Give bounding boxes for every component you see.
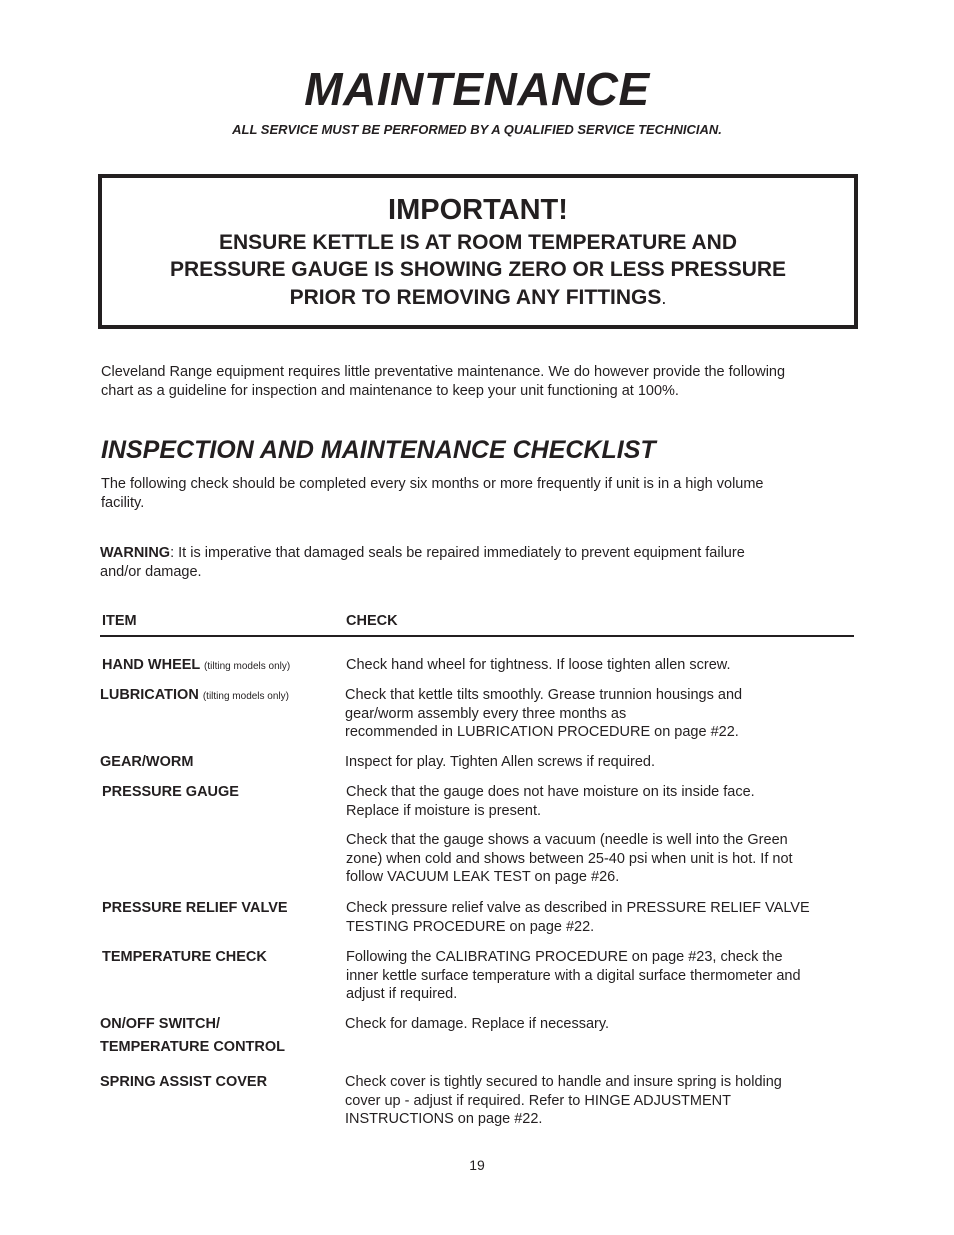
table-row-check: Check cover is tightly secured to handle and insure spring is holding cover up - adjust if required. Refer to HINGE ADJUSTMENT INSTRUCTIONS on page #22.	[345, 1074, 782, 1127]
page-number: 19	[469, 1157, 485, 1173]
important-line-1: ENSURE KETTLE IS AT ROOM TEMPERATURE AND	[218, 231, 737, 254]
column-header-item: ITEM	[102, 613, 137, 629]
column-header-check: CHECK	[346, 613, 398, 629]
warning-label: WARNING	[100, 545, 171, 561]
table-row-check: Check for damage. Replace if necessary.	[345, 1016, 610, 1032]
table-row-check: Check that the gauge does not have moisture on its inside face. Replace if moisture is present.	[346, 784, 755, 819]
warning-paragraph: WARNING: It is imperative that damaged seals be repaired immediately to prevent equipment failure and/or damage.	[100, 545, 745, 580]
page-subtitle: ALL SERVICE MUST BE PERFORMED BY A QUALIFIED SERVICE TECHNICIAN.	[232, 122, 722, 137]
important-line-2: PRESSURE GAUGE IS SHOWING ZERO OR LESS PRESSURE	[169, 258, 787, 281]
table-row-item: TEMPERATURE CHECK	[102, 949, 267, 965]
section-heading: INSPECTION AND MAINTENANCE CHECKLIST	[101, 436, 656, 464]
table-row-check: Following the CALIBRATING PROCEDURE on page #23, check the inner kettle surface temperature with a digital surface thermometer and adjust if required.	[346, 949, 801, 1002]
header-divider	[100, 635, 854, 637]
section-description: The following check should be completed every six months or more frequently if unit is in a high volume facility.	[101, 476, 764, 511]
table-row-item: ON/OFF SWITCH/ TEMPERATURE CONTROL	[100, 1016, 286, 1055]
important-heading: IMPORTANT!	[388, 194, 568, 226]
intro-paragraph: Cleveland Range equipment requires little preventative maintenance. We do however provide the following chart as a guideline for inspection and maintenance to keep your unit functioning at 100%.	[101, 364, 786, 399]
table-row-check: Check that kettle tilts smoothly. Grease trunnion housings and gear/worm assembly every three months as recommended in LUBRICATION PROCEDURE on page #22.	[345, 687, 743, 740]
table-row-item: PRESSURE GAUGE	[102, 784, 239, 800]
table-row-item: HAND WHEEL (tilting models only)	[102, 657, 291, 673]
table-row-item: GEAR/WORM	[100, 754, 194, 770]
table-row-item: LUBRICATION (tilting models only)	[100, 687, 289, 703]
table-row-item: SPRING ASSIST COVER	[100, 1074, 268, 1090]
important-notice-box	[98, 174, 858, 329]
table-row-check: Check pressure relief valve as described in PRESSURE RELIEF VALVE TESTING PROCEDURE on page #22.	[346, 900, 810, 935]
table-row-check: Inspect for play. Tighten Allen screws if required.	[345, 754, 656, 770]
page-title: MAINTENANCE	[304, 63, 650, 115]
important-line-3: PRIOR TO REMOVING ANY FITTINGS.	[289, 286, 667, 309]
table-row-check: Check that the gauge shows a vacuum (needle is well into the Green zone) when cold and shows between 25-40 psi when unit is hot. If not follow VACUUM LEAK TEST on page #26.	[346, 832, 793, 885]
table-row-item: PRESSURE RELIEF VALVE	[102, 900, 288, 916]
table-row-check: Check hand wheel for tightness. If loose tighten allen screw.	[346, 657, 731, 673]
